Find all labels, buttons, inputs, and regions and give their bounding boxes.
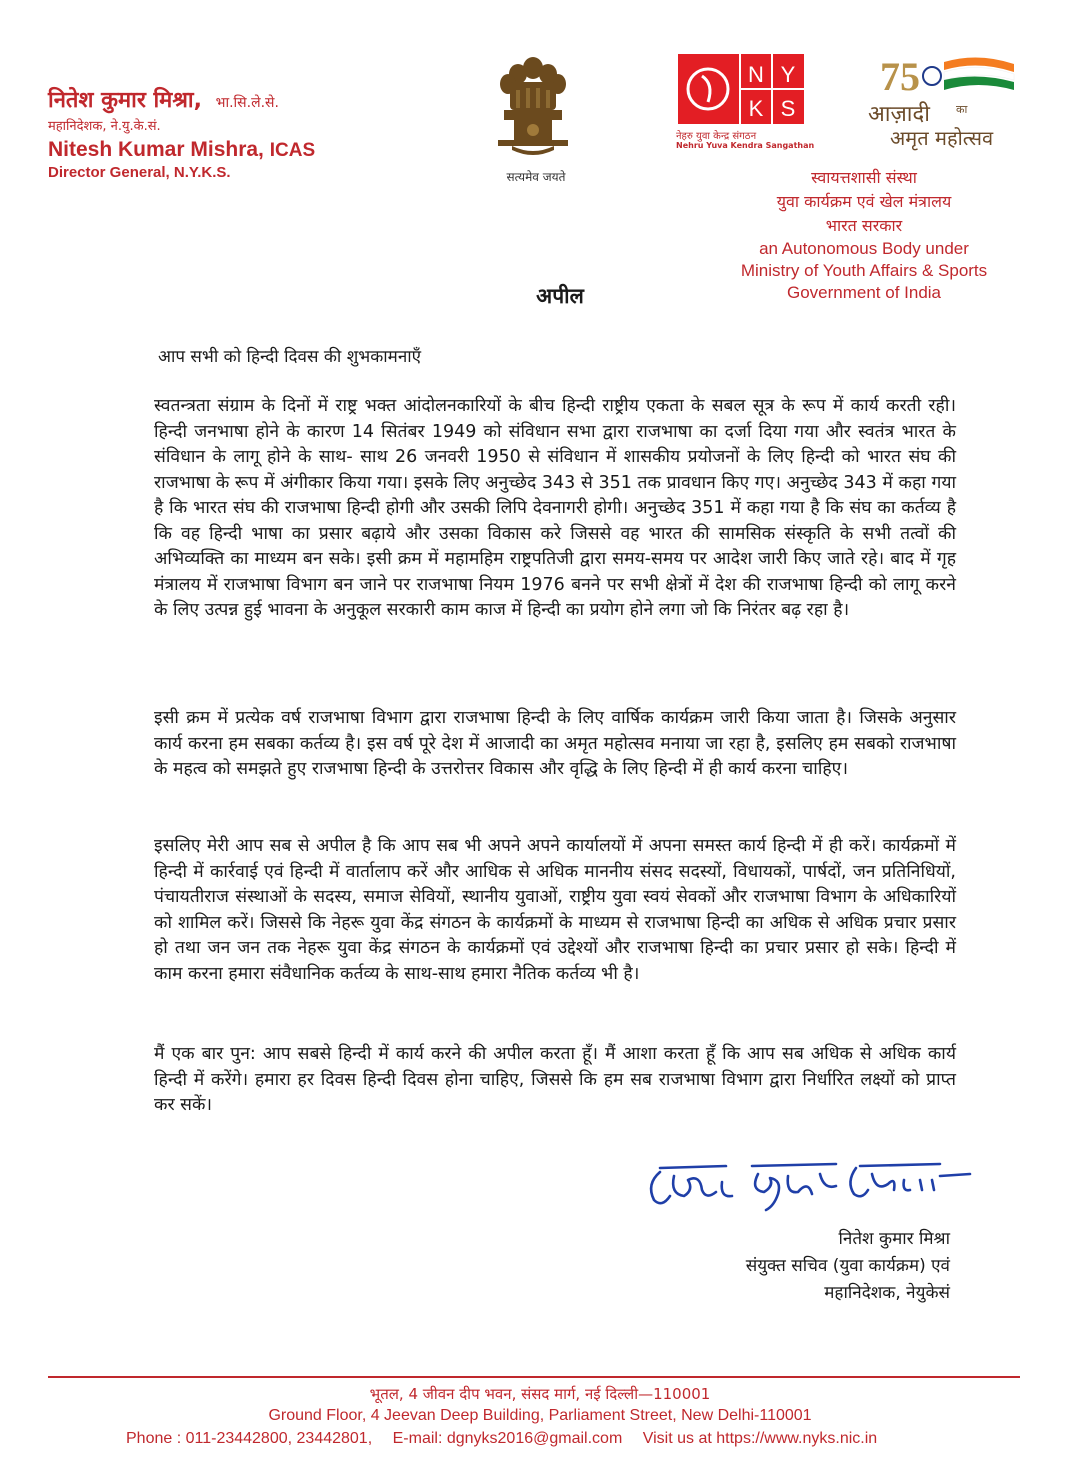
letter-paragraph-4: मैं एक बार पुन: आप सबसे हिन्दी में कार्य करने की अपील करता हूँ। मैं आशा करता हूँ कि आप सब अधिक से अधिक कार्य हिन्दी में करेंगे। हमारा हर दिवस हिन्दी दिवस होना चाहिए, जिससे कि हम सब राजभाषा विभाग द्वारा निर्धारित लक्ष्यों को प्राप्त कर सकें। <box>154 1044 956 1115</box>
letter-paragraph-1: स्वतन्त्रता संग्राम के दिनों में राष्ट्र भक्त आंदोलनकारियों के बीच हिन्दी राष्ट्रीय एकता के सबल सूत्र के रूप में कार्य करती रही। हिन्दी जनभाषा होने के कारण 14 सितंबर 1949 को संविधान सभा द्वारा राजभाषा का दर्जा दिया गया और स्वतंत्र भारत के संविधान के लागू होने के साथ- साथ 26 जनवरी 1950 से संविधान में शासकीय प्रयोजनों के लिए हिन्दी को भारत संघ की राजभाषा के रूप में अंगीकार किया गया। इसके लिए अनुच्छेद 343 से 351 तक प्रावधान किए गए। अनुच्छेद 343 में कहा गया है कि भारत संघ की राजभाषा हिन्दी होगी और उसकी लिपि देवनागरी होगी। अनुच्छेद 351 में कहा गया है कि संघ का कर्तव्य है कि वह हिन्दी भाषा का प्रसार बढ़ाये और उसका विकास करे जिससे वह भारत की सामसिक संस्कृति के सभी तत्वों की अभिव्यक्ति का माध्यम बन सके। इसी क्रम में महामहिम राष्ट्रपतिजी द्वारा समय-समय पर आदेश जारी किए जाते रहे। बाद में गृह मंत्रालय में राजभाषा विभाग बन जाने पर राजभाषा नियम 1976 बनने पर सभी क्षेत्रों में देश की राजभाषा हिन्दी को लागू करने के लिए उत्पन्न हुई भावना के अनुकूल सरकारी काम काज में हिन्दी का प्रयोग होने लगा जो कि निरंतर बढ़ रहा है। <box>154 396 956 620</box>
azadi-logo-line2: अमृत महोत्सव <box>890 126 994 150</box>
nyks-letter-y: Y <box>780 62 796 87</box>
sender-designation-english: Director General, N.Y.K.S. <box>48 164 231 181</box>
nyks-name-hindi: नेहरु युवा केन्द्र संगठन <box>676 131 757 142</box>
nyks-name-english: Nehru Yuva Kendra Sangathan <box>676 141 815 150</box>
sender-name-hindi <box>48 84 279 114</box>
org-hindi-line-3: भारत सरकार <box>825 216 903 235</box>
footer-contact <box>126 1430 996 1448</box>
signatory-designation-1: संयुक्त सचिव (युवा कार्यक्रम) एवं <box>745 1256 950 1276</box>
azadi-logo-ka: का <box>956 103 968 116</box>
azadi-logo-number: 75 <box>880 54 920 99</box>
signatory-block <box>660 1226 950 1307</box>
nyks-letter-k: K <box>748 96 764 121</box>
nyks-logo-icon <box>678 54 804 124</box>
org-hindi-line-2: युवा कार्यक्रम एवं खेल मंत्रालय <box>776 192 952 211</box>
signatory-designation-2: महानिदेशक, नेयुकेसं <box>824 1283 950 1303</box>
handwritten-signature <box>640 1150 980 1216</box>
footer-address-hindi: भूतल, 4 जीवन दीप भवन, संसद मार्ग, नई दिल्ली—110001 <box>369 1385 711 1403</box>
footer-address-english: Ground Floor, 4 Jeevan Deep Building, Parliament Street, New Delhi-110001 <box>268 1407 812 1424</box>
emblem-motto: सत्यमेव जयते <box>506 170 566 184</box>
letter-paragraph-3: इसलिए मेरी आप सब से अपील है कि आप सब भी अपने अपने कार्यालयों में अपना समस्त कार्य हिन्दी में ही करें। कार्यक्रमों में हिन्दी में कार्रवाई एवं हिन्दी में वार्तालाप करें और आधिक से अधिक माननीय संसद सदस्यों, विधायकों, पार्षदों, जन प्रतिनिधियों, पंचायतीराज संस्थाओं के सदस्य, समाज सेवियों, स्थानीय युवाओं, राष्ट्रीय युवा स्वयं सेवकों और राजभाषा विभाग के अधिकारियों को शामिल करें। जिससे कि नेहरू युवा केंद्र संगठन के कार्यक्रमों के माध्यम से राजभाषा हिन्दी का अधिक से अधिक प्रचार प्रसार हो तथा जन जन तक नेहरू युवा केंद्र संगठन के कार्यक्रमों एवं उद्देश्यों और राजभाषा हिन्दी का प्रचार प्रसार हो सके। हिन्दी में काम करना हमारा संवैधानिक कर्तव्य के साथ-साथ हमारा नैतिक कर्तव्य भी है। <box>154 836 956 984</box>
org-hindi-line-1: स्वायत्तशासी संस्था <box>811 168 917 187</box>
sender-name-hindi-text: नितेश कुमार मिश्रा, <box>48 88 202 113</box>
org-english-line-3: Government of India <box>786 283 942 302</box>
letter-paragraph-2: इसी क्रम में प्रत्येक वर्ष राजभाषा विभाग द्वारा राजभाषा हिन्दी के लिए वार्षिक कार्यक्रम जारी किया जाता है। जिसके अनुसार कार्य करना हम सबका कर्तव्य है। इस वर्ष पूरे देश में आजादी का अमृत महोत्सव मनाया जा रहा है, इसलिए हम सबको राजभाषा के महत्व को समझते हुए राजभाषा हिन्दी के उत्तरोत्तर विकास और वृद्धि के लिए हिन्दी में ही कार्य करना चाहिए। <box>154 708 956 779</box>
letter-heading: अपील <box>536 284 584 308</box>
sender-name-english <box>48 138 315 162</box>
letter-greeting: आप सभी को हिन्दी दिवस की शुभकामनाएँ <box>158 347 422 367</box>
org-english-line-2: Ministry of Youth Affairs & Sports <box>740 261 988 280</box>
sender-service-english: ICAS <box>269 140 316 161</box>
nyks-letter-n: N <box>748 62 764 87</box>
sender-name-english-text: Nitesh Kumar Mishra, <box>48 138 264 161</box>
footer-website[interactable]: Visit us at https://www.nyks.nic.in <box>642 1430 878 1447</box>
signatory-name: नितेश कुमार मिश्रा <box>838 1229 950 1249</box>
footer-email[interactable]: E-mail: dgnyks2016@gmail.com <box>392 1430 623 1447</box>
national-emblem-icon <box>488 52 578 162</box>
org-english-line-1: an Autonomous Body under <box>759 239 969 258</box>
footer-divider <box>48 1376 1020 1378</box>
sender-designation-hindi: महानिदेशक, ने.यु.के.सं. <box>48 119 161 134</box>
sender-service-hindi: भा.सि.ले.से. <box>215 95 279 111</box>
footer-phone: Phone : 011-23442800, 23442801, <box>126 1430 373 1447</box>
nyks-letter-s: S <box>780 96 796 121</box>
azadi-logo-line1: आज़ादी <box>868 102 930 127</box>
